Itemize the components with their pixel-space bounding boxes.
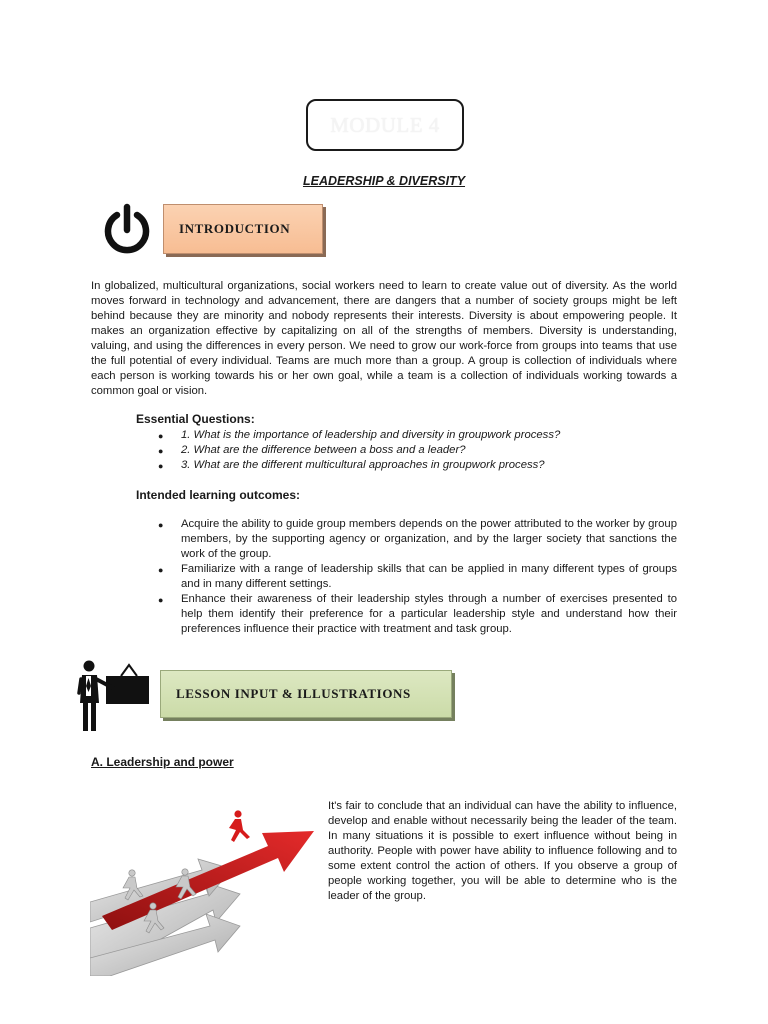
introduction-label: INTRODUCTION [179, 221, 291, 236]
section-a-heading: A. Leadership and power [91, 755, 234, 769]
teacher-board-icon [77, 657, 151, 733]
list-item: ● 1. What is the importance of leadership and diversity in groupwork process? [158, 428, 678, 443]
lesson-input-banner [160, 670, 452, 718]
leadership-arrows-illustration [90, 798, 318, 976]
power-icon [101, 203, 153, 255]
lesson-input-label: LESSON INPUT & ILLUSTRATIONS [176, 686, 411, 701]
introduction-banner [163, 204, 323, 254]
leadership-paragraph: It's fair to conclude that an individual can have the ability to influence, develop and enable without necessarily being the leader of the team. In many situations it is possible to exert influence without being in authority. People with power have ability to influence following and to some extent control the action of others. If you observe a group of people working together, you will be able to determine who is the leader of the group. [328, 800, 677, 902]
introduction-paragraph: In globalized, multicultural organizations, social workers need to learn to create value out of diversity. As the world moves forward in technology and advancement, there are dangers that a number of society groups might be left behind because they are minority and nobody represents their interests. Diversity is about empowering people. It makes an organization effective by capitalizing on all of the strengths of members. Diversity is understanding, valuing, and using the differences in every person. We need to grow our work-force from groups into teams that use the full potential of every individual. Teams are much more than a group. A group is collection of individuals where each person is working towards his or her own goal, while a team is a collection of individuals working towards a common goal or vision. [91, 280, 677, 397]
list-item: ● 2. What are the difference between a boss and a leader? [158, 443, 678, 458]
essential-questions-list [158, 428, 678, 473]
list-item: ● Acquire the ability to guide group members depends on the power attributed to the worker by group members, by the supporting agency or organization, and by the larger society that sanctions the work of the group. [158, 517, 677, 562]
learning-outcomes-list [158, 517, 677, 637]
page-subtitle: LEADERSHIP & DIVERSITY [302, 174, 466, 188]
list-item: ● Enhance their awareness of their leadership styles through a number of exercises presented to help them identify their preference for a particular leadership style and understand how their preferences influence their practice with treatment and task group. [158, 592, 677, 637]
essential-questions-title: Essential Questions: [136, 412, 255, 426]
list-item: ● 3. What are the different multicultural approaches in groupwork process? [158, 458, 678, 473]
module-title: MODULE 4 [330, 112, 440, 137]
list-item: ● Familiarize with a range of leadership skills that can be applied in many different types of groups and in many different settings. [158, 562, 677, 592]
learning-outcomes-title: Intended learning outcomes: [136, 488, 301, 502]
module-title-box [306, 99, 464, 151]
